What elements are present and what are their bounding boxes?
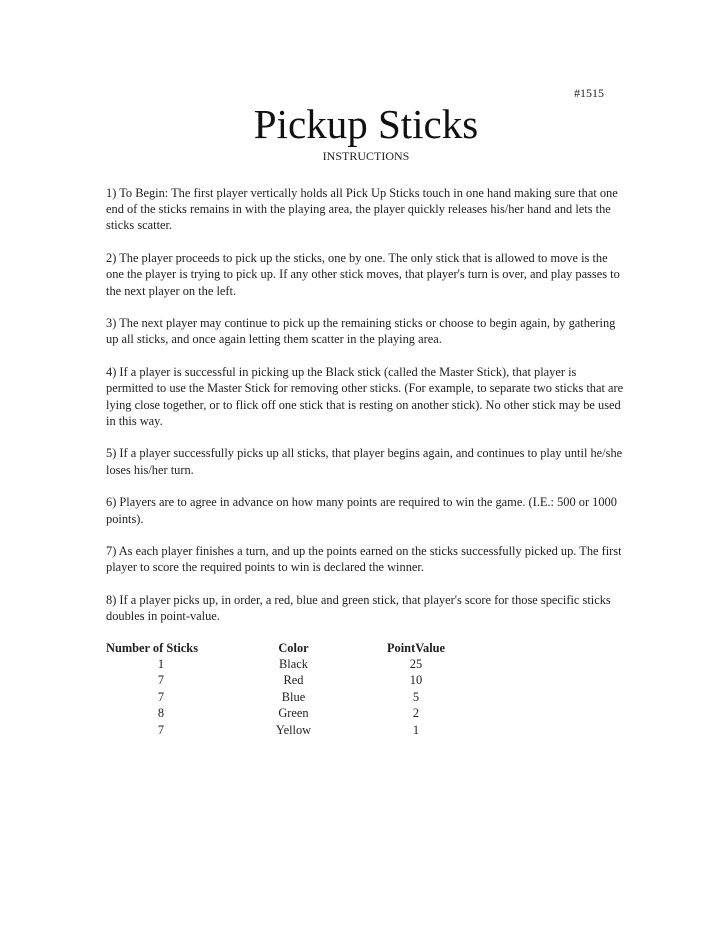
table-row (106, 656, 461, 672)
point-value-table (106, 640, 461, 738)
rule-1: 1) To Begin: The first player vertically holds all Pick Up Sticks touch in one hand making sure that one end of the sticks remains in with the playing area, the player quickly releases his/her hand and lets the sticks scatter. (106, 186, 618, 233)
page-title (0, 100, 720, 148)
cell-color: Red (283, 673, 304, 688)
rule-3: 3) The next player may continue to pick up the remaining sticks or choose to begin again, by gathering up all sticks, and once again letting them scatter in the playing area. (106, 316, 616, 347)
rule-2: 2) The player proceeds to pick up the sticks, one by one. The only stick that is allowed to move is the one the player is trying to pick up. If any other stick moves, that player's turn is over, and play passes to the next player on the left. (106, 251, 620, 298)
cell-number: 7 (157, 673, 165, 688)
cell-color: Green (278, 706, 309, 721)
cell-number: 7 (157, 689, 165, 704)
rule-7: 7) As each player finishes a turn, and up the points earned on the sticks successfully picked up. The first player to score the required points to win is declared the winner. (106, 544, 622, 575)
page-subtitle-text: INSTRUCTIONS (322, 149, 410, 163)
table-row (106, 705, 461, 721)
document-number: #1515 (574, 86, 604, 100)
rule-4: 4) If a player is successful in picking up the Black stick (called the Master Stick), that player is permitted to use the Master Stick for removing other sticks. (For example, to separate two sticks that are lying close together, or to flick off one stick that is resting on another stick). No other stick may be used in this way. (106, 365, 624, 428)
header-number-of-sticks: Number of Sticks (106, 641, 199, 655)
cell-color: Black (279, 657, 308, 671)
header-color: Color (278, 641, 309, 655)
table-header-row (106, 640, 461, 656)
cell-number: 1 (157, 657, 165, 671)
rules-list (106, 185, 626, 641)
page-title-text: Pickup Sticks (253, 101, 479, 147)
cell-color: Blue (281, 689, 306, 704)
rule-8: 8) If a player picks up, in order, a red, blue and green stick, that player's score for those specific sticks doubles in point-value. (106, 593, 611, 624)
cell-points: 5 (412, 689, 420, 704)
cell-number: 7 (157, 722, 165, 737)
cell-number: 8 (157, 706, 165, 721)
table-row (106, 722, 461, 738)
header-point-value: PointValue (386, 641, 446, 655)
page-subtitle (0, 149, 720, 164)
cell-points: 1 (412, 722, 420, 737)
cell-points: 2 (412, 706, 420, 721)
cell-points: 25 (409, 657, 423, 671)
table-row (106, 689, 461, 705)
cell-color: Yellow (275, 722, 312, 737)
cell-points: 10 (409, 673, 423, 688)
table-row (106, 672, 461, 688)
rule-6: 6) Players are to agree in advance on how many points are required to win the game. (I.E.: 500 or 1000 points). (106, 495, 617, 526)
rule-5: 5) If a player successfully picks up all sticks, that player begins again, and continues to play until he/she loses his/her turn. (106, 446, 623, 477)
